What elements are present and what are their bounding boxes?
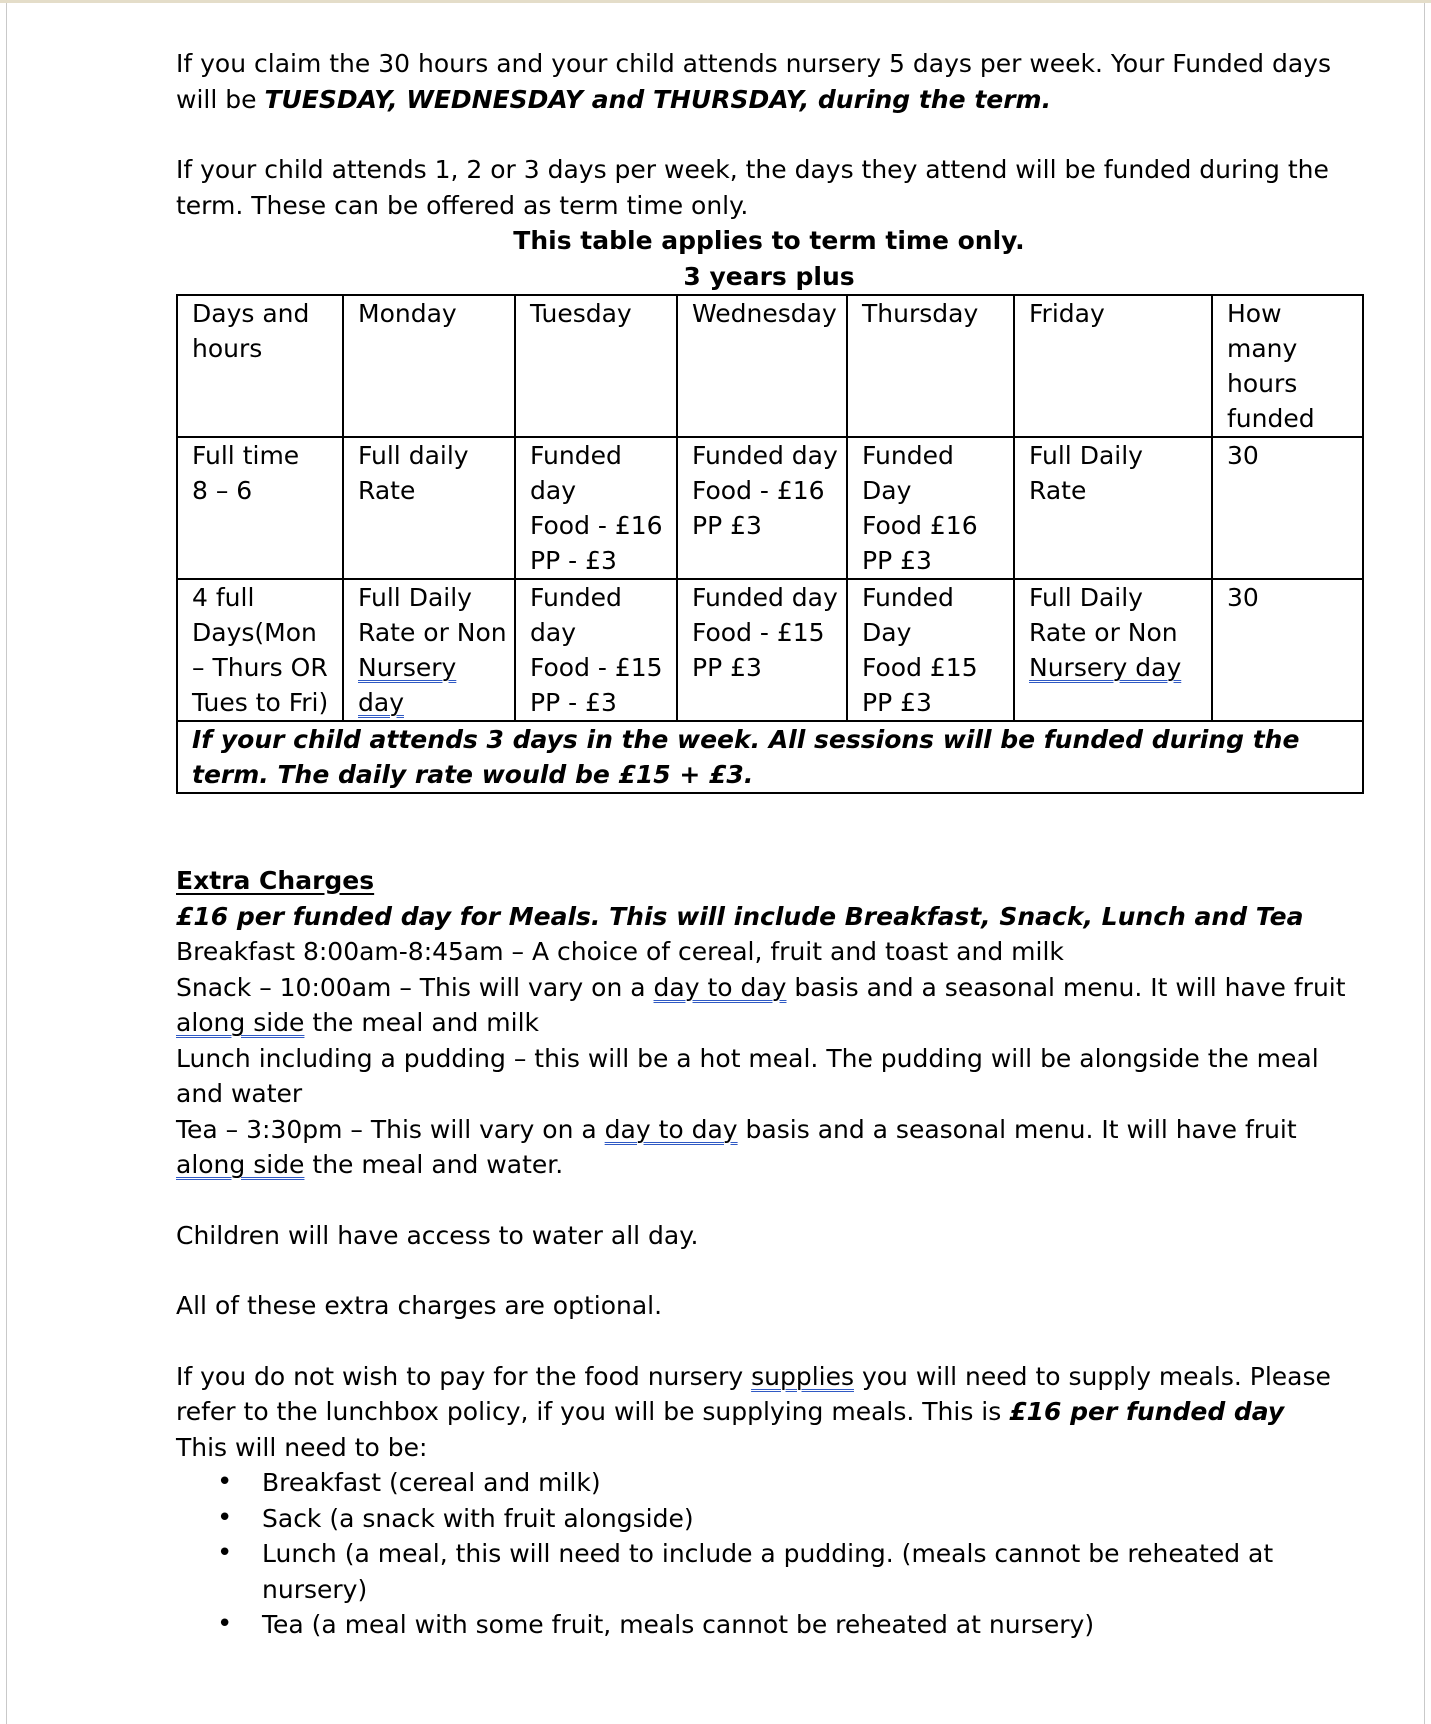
cell-monday: Full daily Rate <box>343 437 515 579</box>
cell-thursday: Funded Day Food £16 PP £3 <box>847 437 1014 579</box>
cell-thursday: Funded Day Food £15 PP £3 <box>847 579 1014 721</box>
header-days-hours: Days and hours <box>177 295 343 437</box>
breakfast-line: Breakfast 8:00am-8:45am – A choice of cereal, fruit and toast and milk <box>176 937 1064 966</box>
funded-days-emphasis: TUESDAY, WEDNESDAY and THURSDAY, during the term. <box>264 84 1052 114</box>
cell-friday: Full Daily Rate <box>1014 437 1212 579</box>
snack-line: Snack – 10:00am – This will vary on a day to day basis and a seasonal menu. It will have fruit along side the meal and milk <box>176 972 1346 1037</box>
cell-friday: Full Daily Rate or Non Nursery day <box>1014 579 1212 721</box>
table-note-row <box>177 721 1363 793</box>
table-header-row <box>177 295 1363 437</box>
table-subheading: 3 years plus <box>683 261 855 291</box>
table-note: If your child attends 3 days in the week. All sessions will be funded during the term. The daily rate would be £15 + £3. <box>177 721 1363 793</box>
cell-tuesday: Funded day Food - £16 PP - £3 <box>515 437 677 579</box>
header-friday: Friday <box>1014 295 1212 437</box>
page-edge-left <box>6 3 7 1724</box>
header-thursday: Thursday <box>847 295 1014 437</box>
list-item: • Lunch (a meal, this will need to include a pudding. (meals cannot be reheated at nursery) <box>262 1536 1362 1607</box>
header-monday: Monday <box>343 295 515 437</box>
document-body <box>176 46 1362 1643</box>
fees-table <box>176 294 1364 794</box>
list-item: • Tea (a meal with some fruit, meals cannot be reheated at nursery) <box>262 1607 1362 1643</box>
list-item: • Breakfast (cereal and milk) <box>262 1465 1362 1501</box>
cell-days: Full time 8 – 6 <box>177 437 343 579</box>
intro-paragraph-2: If your child attends 1, 2 or 3 days per week, the days they attend will be funded during the term. These can be offered as term time only. <box>176 155 1329 220</box>
extra-charges-heading: Extra Charges <box>176 866 375 895</box>
cell-hours: 30 <box>1212 579 1363 721</box>
cell-days: 4 full Days(Mon – Thurs OR Tues to Fri) <box>177 579 343 721</box>
list-item: • Sack (a snack with fruit alongside) <box>262 1501 1362 1537</box>
cell-wednesday: Funded day Food - £16 PP £3 <box>677 437 847 579</box>
intro-paragraph-1: If you claim the 30 hours and your child attends nursery 5 days per week. Your Funded days will be TUESDAY, WEDNESDAY and THURSDAY, during the term. <box>176 49 1332 114</box>
table-row-four-days <box>177 579 1363 721</box>
cell-tuesday: Funded day Food - £15 PP - £3 <box>515 579 677 721</box>
table-row-full-time <box>177 437 1363 579</box>
table-heading: This table applies to term time only. <box>513 226 1025 255</box>
lunch-line: Lunch including a pudding – this will be a hot meal. The pudding will be alongside the meal and water <box>176 1043 1319 1108</box>
header-hours-funded: How many hours funded <box>1212 295 1363 437</box>
optional-line: All of these extra charges are optional. <box>176 1291 663 1320</box>
cell-wednesday: Funded day Food - £15 PP £3 <box>677 579 847 721</box>
header-tuesday: Tuesday <box>515 295 677 437</box>
cell-monday: Full Daily Rate or Non Nursery day <box>343 579 515 721</box>
supply-list <box>176 1465 1362 1643</box>
tea-line: Tea – 3:30pm – This will vary on a day to day basis and a seasonal menu. It will have fruit along side the meal and water. <box>176 1114 1297 1179</box>
water-line: Children will have access to water all day. <box>176 1220 699 1250</box>
page-edge-right <box>1424 3 1425 1724</box>
supply-paragraph: If you do not wish to pay for the food nursery supplies you will need to supply meals. Please refer to the lunchbox policy, if you will be supplying meals. This is £16 per funded day <box>176 1361 1331 1426</box>
need-line: This will need to be: <box>176 1432 428 1462</box>
meals-price-line: £16 per funded day for Meals. This will include Breakfast, Snack, Lunch and Tea <box>176 901 1304 931</box>
header-wednesday: Wednesday <box>677 295 847 437</box>
cell-hours: 30 <box>1212 437 1363 579</box>
